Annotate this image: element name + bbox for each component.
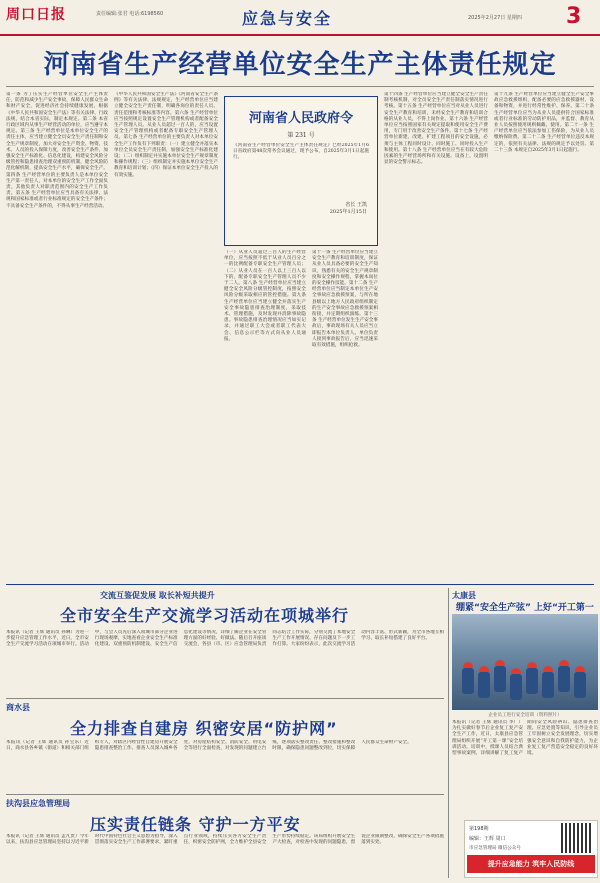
- main-article-column-1: 第一条 为了压实生产经营单位安全生产主体责任，防范和减少生产安全事故，保障人民群众生命和财产安全，促进经济社会持续健康发展，根据《中华人民共和国安全生产法》等有关法律、行政法规，结合本省实际，制定本规定。第二条 本省行政区域内从事生产经营活动的单位，应当遵守本规定。第三条 生产经营单位是本单位安全生产的责任主体，应当建立健全全员安全生产责任制和安全生产规章制度，加大对安全生产资金、物资、技术、人员的投入保障力度，改善安全生产条件，加强安全生产标准化、信息化建设，构建安全风险分级管控和隐患排查治理双重预防机制，健全风险防范化解机制，提高安全生产水平，确保安全生产。第四条 生产经营单位的主要负责人是本单位安全生产第一责任人，对本单位的安全生产工作全面负责。其他负责人对职责范围内的安全生产工作负责。第五条 生产经营单位应当具备有关法律、法规和国家标准或者行业标准规定的安全生产条件；不具备安全生产条件的，不得从事生产经营活动。: [6, 92, 108, 209]
- divider-2: [6, 794, 444, 795]
- divider-1: [6, 698, 444, 699]
- taikang-title: 绷紧“安全生产弦” 上好“开工第一: [456, 603, 594, 613]
- main-article-column-6: 第十九条 生产经营单位应当建立健全生产安全事故应急救援组织，配备必要的应急救援器材、设备和物资，并进行经常性维护、保养。第二十条 生产经营单位应当为从业人员提供符合国家标准或者行业标准的劳动防护用品，并监督、教育从业人员按照使用规则佩戴、使用。第二十一条 生产经营单位应当依法参加工伤保险，为从业人员缴纳保险费。第二十二条 生产经营单位违反本规定的，依照有关法律、法规的规定予以处罚。第二十三条 本规定自2025年3月1日起施行。: [494, 92, 594, 153]
- main-article-column-5: 第十四条 生产经营单位应当建立健全安全生产责任制考核机制，对全员安全生产责任制落实情况进行考核。第十五条 生产经营单位应当对从业人员进行安全生产教育和培训，未经安全生产教育和培训合格的从业人员，不得上岗作业。第十六条 生产经营单位应当按照国家有关规定提取和使用安全生产费用，专门用于改善安全生产条件。第十七条 生产经营单位新建、改建、扩建工程项目的安全设施，必须与主体工程同时设计、同时施工、同时投入生产和使用。第十八条 生产经营单位应当在有较大危险因素的生产经营场所和有关设施、设备上，设置明显的安全警示标志。: [384, 92, 488, 166]
- order-number: 第 231 号: [287, 132, 315, 139]
- order-body: 《河南省生产经营单位安全生产主体责任规定》已经2025年1月6日省政府第48次常务会议通过，现予公布，自2025年3月1日起施行。: [233, 143, 369, 161]
- ad-issue: 第198期: [469, 826, 489, 832]
- photo-caption: 企业员工进行安全培训（资料照片）: [488, 713, 562, 718]
- shangshui-body: 本报讯（记者 王辉 通讯员 孙宝乐）近日，商水县各乡镇（街道）和相关部门组织专人，对辖区内经营性自建房开展安全隐患排查整治工作。排查人员深入城乡各处，对房屋结构安全、消防安全、用电安全等进行全面检查，对发现的问题建立台账，逐项落实整改责任、整改措施和整改时限，确保隐患问题整改到位，切实保障人民群众生命财产安全。: [6, 740, 412, 752]
- main-article-column-3: （一）从业人员超过三百人的生产经营单位，应当按照不低于从业人员百分之一的比例配备专职安全生产管理人员；（二）从业人员在一百人以上三百人以下的，配备专职安全生产管理人员不少于二人。第八条 生产经营单位应当建立健全安全风险分级管控制度，按照安全风险分级采取相应的管控措施。第九条 生产经营单位应当建立健全并落实生产安全事故隐患排查治理制度，采取技术、管理措施，及时发现并消除事故隐患。事故隐患排查治理情况应当如实记录，并通过职工大会或者职工代表大会、信息公示栏等方式向从业人员通报。: [224, 250, 306, 342]
- newspaper-logo: 周口日报: [6, 7, 66, 23]
- ad-editor: 编辑：王辉 周口: [469, 836, 506, 842]
- taikang-place: 太康县: [452, 591, 476, 600]
- headline-divider: [6, 86, 594, 87]
- section-divider: [6, 584, 594, 585]
- shangshui-place: 商水县: [6, 703, 30, 712]
- wechat-ad: [464, 820, 598, 878]
- issue-date: 2025年2月27日 星期四: [468, 15, 522, 21]
- training-photo: [452, 614, 598, 710]
- xiangcheng-title: 全市安全生产交流学习活动在项城举行: [60, 606, 350, 625]
- qr-code-icon: [561, 823, 591, 853]
- main-article-column-2: 《中华人民共和国安全生产法》《河南省安全生产条例》等有关法律、法规规定，生产经营单位应当建立健全安全生产责任制，明确各岗位的责任人员、责任范围和考核标准等内容。第六条 生产经营单位应当按照规定设置安全生产管理机构或者配备安全生产管理人员。从业人员超过一百人的，应当设置安全生产管理机构或者配备专职安全生产管理人员。第七条 生产经营单位的主要负责人对本单位安全生产工作负有下列职责：（一）建立健全并落实本单位全员安全生产责任制，加强安全生产标准化建设；（二）组织制定并实施本单位安全生产规章制度和操作规程；（三）组织制定并实施本单位安全生产教育和培训计划；（四）保证本单位安全生产投入的有效实施。: [114, 92, 218, 178]
- shangshui-title: 全力排查自建房 织密安居“防护网”: [70, 719, 338, 738]
- page-number: 3: [566, 4, 582, 29]
- xiangcheng-body: 本报讯（记者 王辉 通讯员 孙琳）为进一步提升应急管理工作水平，近日，全市安全生产交流学习活动在项城市举行。活动中，与会人员先后深入项城市部分企业进行现场观摩，实地查看企业安全生产标准化建设、双重预防机制建设、安全生产信息化建设等情况，详细了解企业在安全管理方面的好经验、好做法。随后召开座谈交流会，各县（市、区）应急管理局负责同志结合工作实际，分别交流了本地安全生产工作开展情况、存在问题及下一步工作打算。大家纷纷表示，此次交流学习活动内容丰富、形式新颖，为全市各地互相学习、取长补短搭建了良好平台。: [6, 630, 444, 648]
- ad-account: 市应急管理局 微信公众号: [469, 846, 521, 851]
- main-article-column-4: 第十一条 生产经营单位应当建立安全生产教育和培训制度，保证从业人员具备必要的安全生产知识，熟悉有关的安全生产规章制度和安全操作规程，掌握本岗位的安全操作技能。第十二条 生产经营单位应当制定本单位生产安全事故应急救援预案，与所在地县级以上地方人民政府组织制定的生产安全事故应急救援预案相衔接，并定期组织演练。第十三条 生产经营单位发生生产安全事故后，事故现场有关人员应当立即报告本单位负责人。单位负责人接到事故报告后，应当迅速采取有效措施，组织抢救。: [312, 250, 378, 349]
- fugou-place: 扶沟县应急管理局: [6, 799, 70, 808]
- main-headline: 河南省生产经营单位安全生产主体责任规定: [43, 50, 557, 80]
- order-title: 河南省人民政府令: [248, 111, 353, 126]
- taikang-body: 本报讯（记者 王辉 通讯员 李广）为扎实做好春节后企业复工复产安全生产工作，近日，太康县应急管理局组织开展“开工第一课”安全培训活动。培训中，授课人员结合典型事故案例，详细讲解了复工复产期间安全风险辨识、隐患排查治理、应急处置等知识，引导企业员工牢固树立安全发展理念，切实增强安全意识和自我防护能力，为企业复工复产营造安全稳定的良好环境。: [452, 720, 598, 757]
- fugou-body: 本报讯（记者 王辉 通讯员 孟凡贵）今年以来，扶沟县应急管理局坚持以习近平新时代中国特色社会主义思想为指导，深入贯彻落实安全生产工作部署要求，紧盯重点行业领域，持续压实各方安全生产责任，织密安全防护网，全力维护全县安全生产形势持续稳定。该局组织开展安全生产大检查，对检查中发现的问题隐患，督促企业限期整改，确保安全生产各项措施落到实处。: [6, 834, 444, 846]
- xiangcheng-kicker: 交流互鉴促发展 取长补短共提升: [100, 591, 215, 600]
- column-divider: [448, 588, 449, 878]
- section-title: 应急与安全: [242, 9, 333, 28]
- order-signature: 省长 王凯 2025年1月15日: [329, 202, 367, 215]
- fugou-title: 压实责任链条 守护一方平安: [90, 815, 301, 834]
- ad-banner: 提升应急能力 筑牢人民防线: [467, 855, 595, 873]
- masthead-divider: [0, 34, 600, 36]
- government-order-box: [224, 96, 378, 246]
- editor-info: 责任编辑:张君 电话:6198560: [96, 11, 164, 17]
